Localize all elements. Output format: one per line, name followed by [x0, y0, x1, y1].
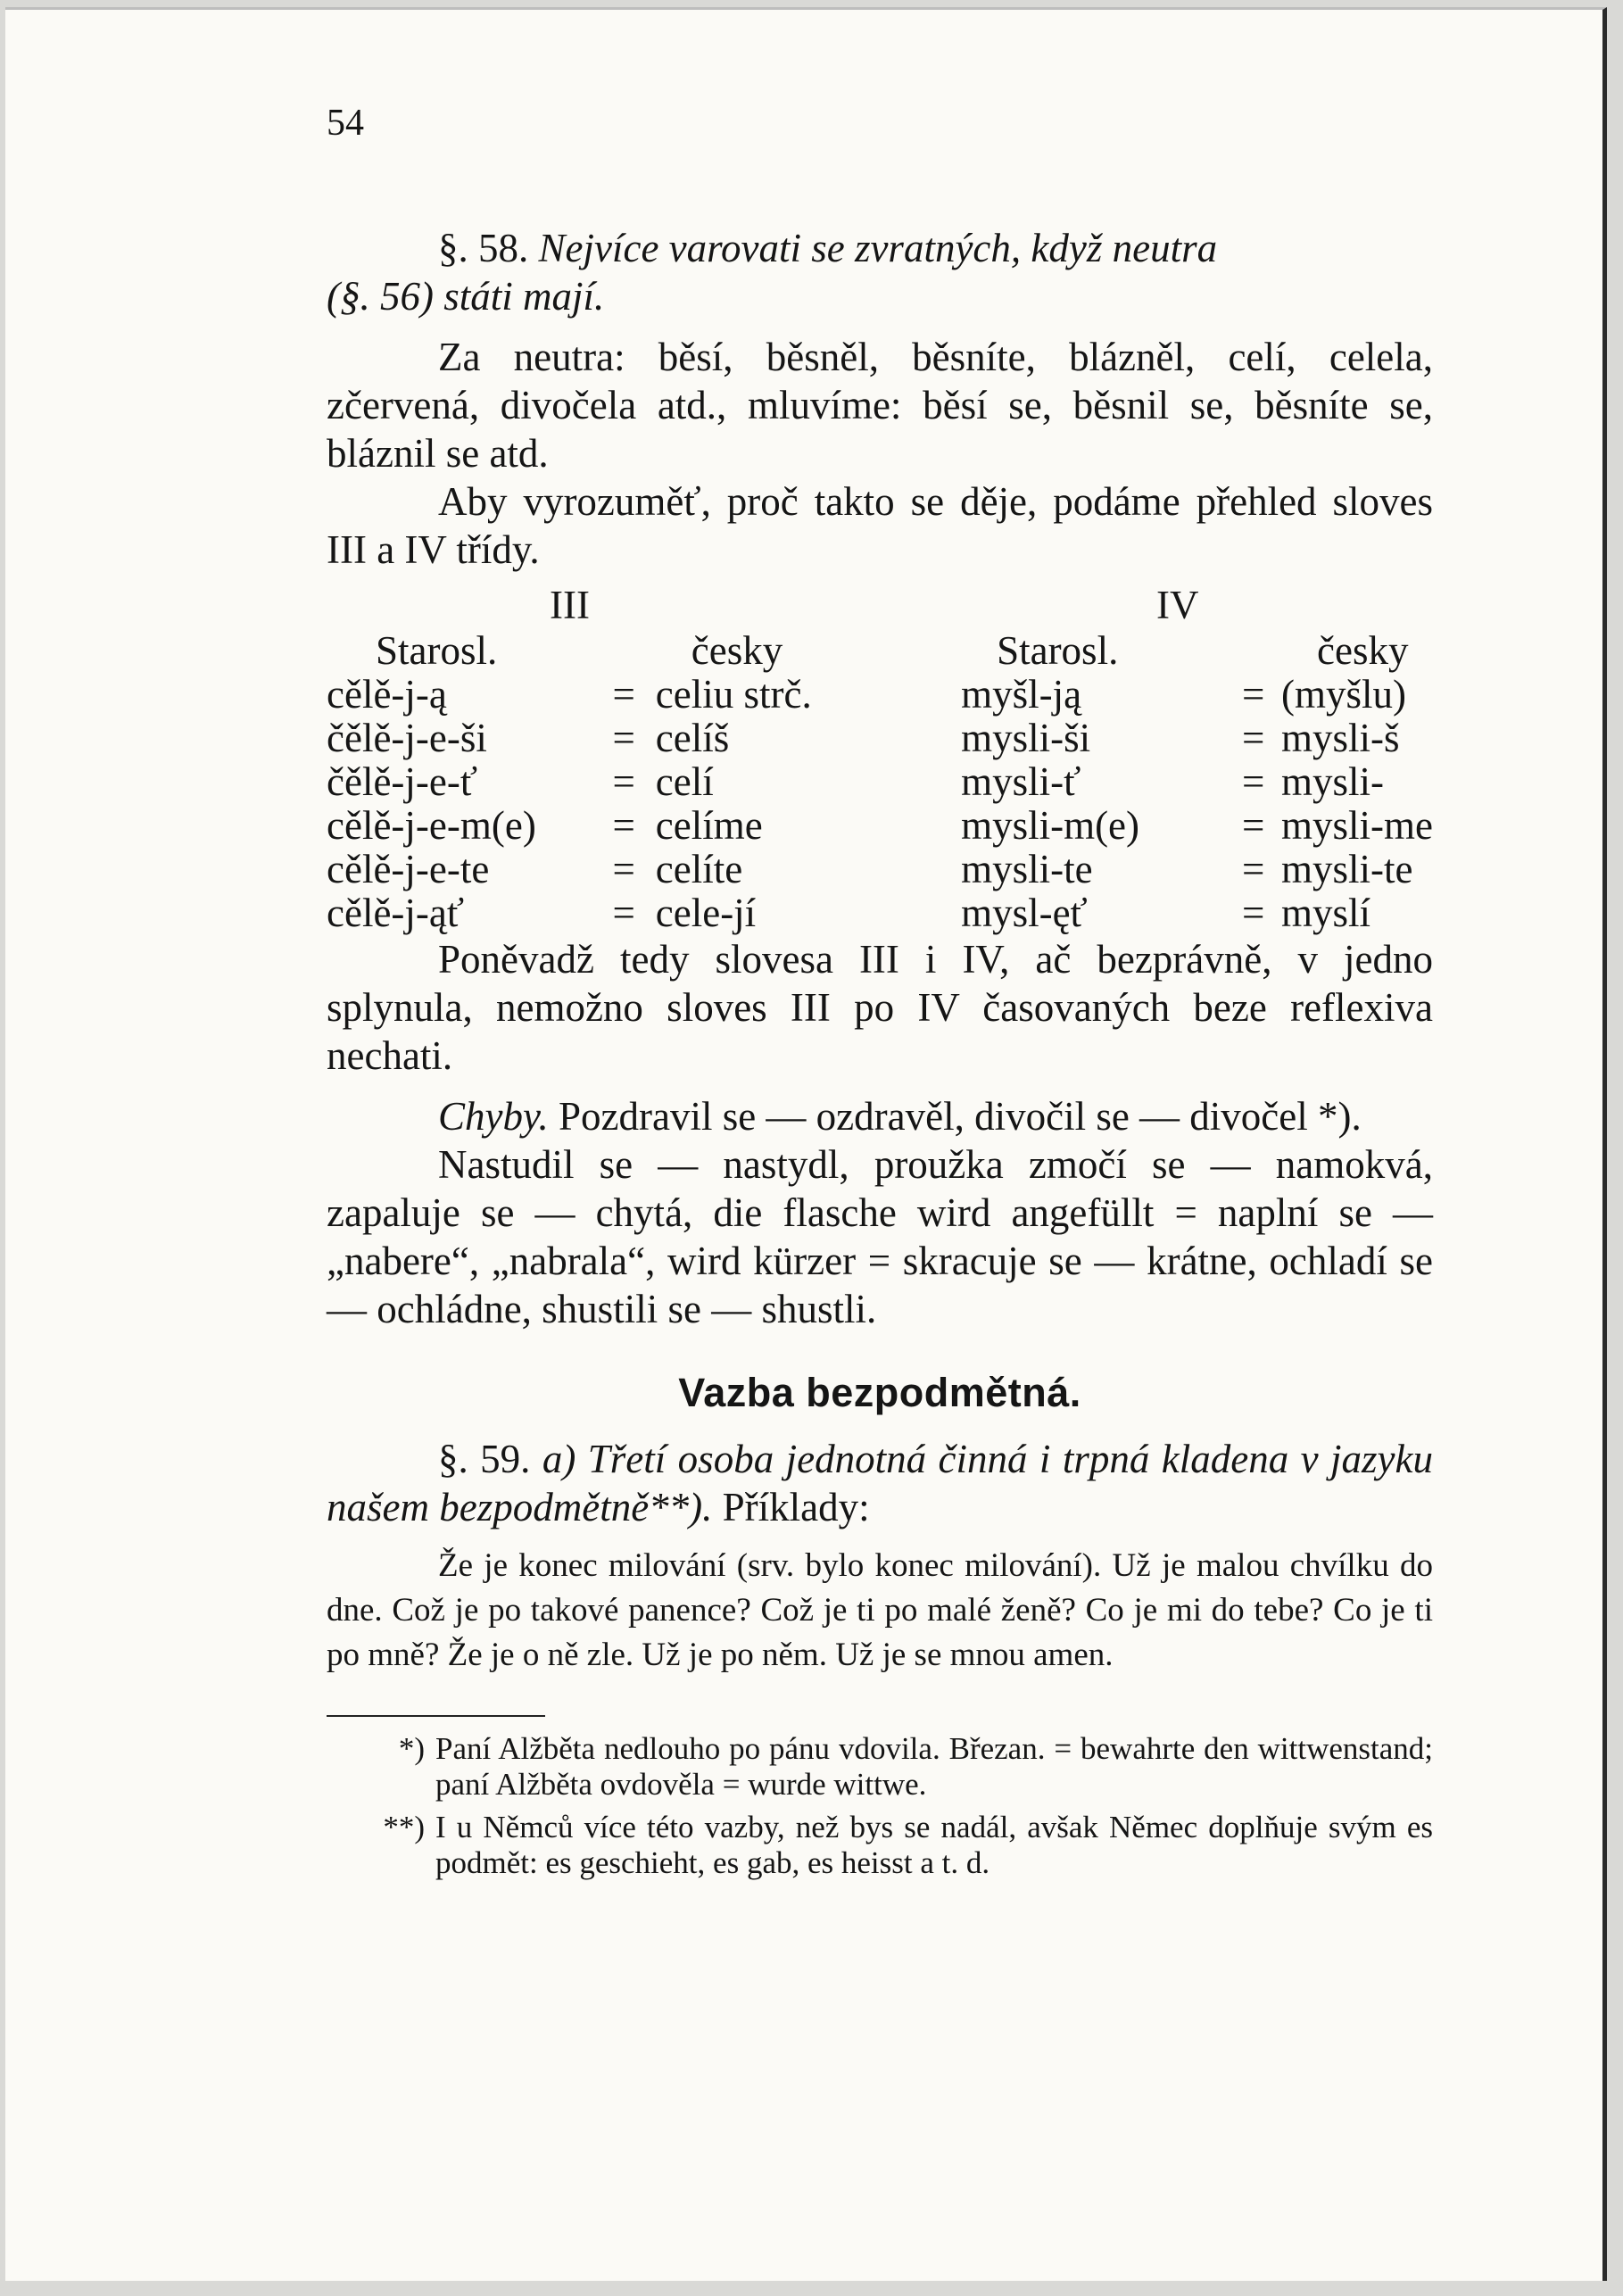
cell: =: [612, 716, 635, 760]
cell: mysli-te: [1281, 847, 1413, 891]
paragraph-chyby: [327, 1092, 1433, 1140]
cell: =: [1241, 891, 1265, 935]
cell: čělě-j-e-ši: [327, 716, 487, 760]
cell: mysli-š: [1281, 716, 1400, 760]
footnote: [327, 1810, 1433, 1881]
footnote: [327, 1731, 1433, 1803]
chyby-text: Pozdravil se — ozdravěl, divočil se — divočel *).: [558, 1094, 1362, 1139]
col-staroslov-iv: Starosl.: [997, 628, 1119, 673]
table-row: [327, 673, 1433, 717]
cell: myslí: [1281, 891, 1371, 935]
section-58-number: §. 58.: [438, 226, 529, 270]
class-iv-label: IV: [1156, 583, 1199, 627]
cell: celiu strč.: [655, 672, 812, 717]
section-59-title: [327, 1435, 1433, 1531]
cell: mysli-me: [1281, 803, 1433, 848]
cell: cělě-j-ąť: [327, 891, 465, 935]
class-iii-label: III: [550, 583, 590, 627]
cell: cělě-j-e-te: [327, 847, 490, 891]
cell: =: [612, 847, 635, 891]
table-row: [327, 717, 1433, 760]
footnote-mark: **): [383, 1810, 425, 1844]
footnote-mark: *): [398, 1731, 425, 1766]
col-staroslov-iii: Starosl.: [376, 628, 498, 673]
section-59-heading: a) Třetí osoba jednotná činná i trpná kladena v jazyku našem bezpodmětně**).: [327, 1437, 1433, 1529]
section-59-number: §. 59.: [438, 1437, 531, 1481]
cell: cele-jí: [655, 891, 757, 935]
cell: celíme: [655, 803, 763, 848]
col-cesky-iv: česky: [1317, 628, 1409, 673]
col-cesky-iii: česky: [691, 628, 783, 673]
cell: =: [612, 759, 635, 804]
cell: myšl-ją: [961, 672, 1082, 717]
paragraph-prehled: Aby vyrozuměť, proč takto se děje, podáme přehled sloves III a IV třídy.: [327, 479, 1433, 572]
cell: mysli-ť: [961, 759, 1081, 804]
example-paragraph: Že je konec milování (srv. bylo konec milování). Už je malou chvílku do dne. Což je po takové panence? Což je ti po malé ženě? Co je mi do tebe? Co je ti po mně? Že je o ně zle. Už je po něm. Už je se mnou amen.: [327, 1547, 1433, 1673]
cell: celíš: [655, 716, 730, 760]
cell: =: [612, 672, 635, 717]
footnote-text: Paní Alžběta nedlouho po pánu vdovila. Březan. = bewahrte den wittwenstand; paní Alžběta ovdověla = wurde wittwe.: [435, 1731, 1433, 1802]
cell: celí: [655, 759, 714, 804]
cell: čělě-j-e-ť: [327, 759, 478, 804]
section-59-after: Příklady:: [722, 1485, 870, 1529]
cell: mysli-m(e): [961, 803, 1140, 848]
chyby-label: Chyby.: [438, 1094, 549, 1139]
cell: =: [1241, 672, 1265, 717]
table-row: [327, 804, 1433, 848]
verb-table-header: [327, 629, 1433, 673]
cell: =: [1241, 716, 1265, 760]
cell: celíte: [655, 847, 743, 891]
cell: =: [1241, 759, 1265, 804]
paragraph-neutra: Za neutra: běsí, běsněl, běsníte, blázněl, celí, celela, zčervená, divočela atd., mluvíme: běsí se, běsnil se, běsníte se, bláznil se atd.: [327, 335, 1433, 476]
cell: =: [1241, 847, 1265, 891]
verb-table: [327, 629, 1433, 935]
footnote-text: I u Němců více této vazby, než bys se nadál, avšak Němec doplňuje svým es podmět: es geschieht, es gab, es heisst a t. d.: [435, 1810, 1433, 1880]
page-number: 54: [327, 103, 364, 144]
paragraph-ponevadz: Poněvadž tedy slovesa III i IV, ač bezprávně, v jedno splynula, nemožno sloves III po IV časovaných beze reflexiva nechati.: [327, 937, 1433, 1078]
cell: =: [1241, 803, 1265, 848]
cell: cělě-j-ą: [327, 672, 447, 717]
cell: mysli-: [1281, 759, 1385, 804]
section-58-heading: Nejvíce varovati se zvratných, když neutra: [538, 226, 1218, 270]
cell: mysli-te: [961, 847, 1093, 891]
section-heading: Vazba bezpodmětná.: [678, 1370, 1081, 1415]
cell: =: [612, 891, 635, 935]
cell: mysl-ęť: [961, 891, 1088, 935]
table-row: [327, 891, 1433, 935]
section-58-title: [327, 224, 1433, 272]
paragraph-nastudil: Nastudil se — nastydl, proužka zmočí se — namokvá, zapaluje se — chytá, die flasche wird angefüllt = naplní se — „nabere“, „nabrala“, wird kürzer = skracuje se — krátne, ochladí se — ochládne, shustili se — shustli.: [327, 1142, 1433, 1331]
verb-class-headers: [327, 581, 1433, 629]
cell: =: [612, 803, 635, 848]
table-row: [327, 848, 1433, 891]
section-58-heading-rest: (§. 56) státi mají.: [327, 274, 605, 319]
cell: mysli-ši: [961, 716, 1091, 760]
cell: cělě-j-e-m(e): [327, 803, 536, 848]
table-row: [327, 760, 1433, 804]
footnote-divider: [327, 1715, 545, 1717]
cell: (myšlu): [1281, 672, 1407, 717]
page-content: [327, 99, 1433, 1881]
book-page: [5, 7, 1607, 2281]
